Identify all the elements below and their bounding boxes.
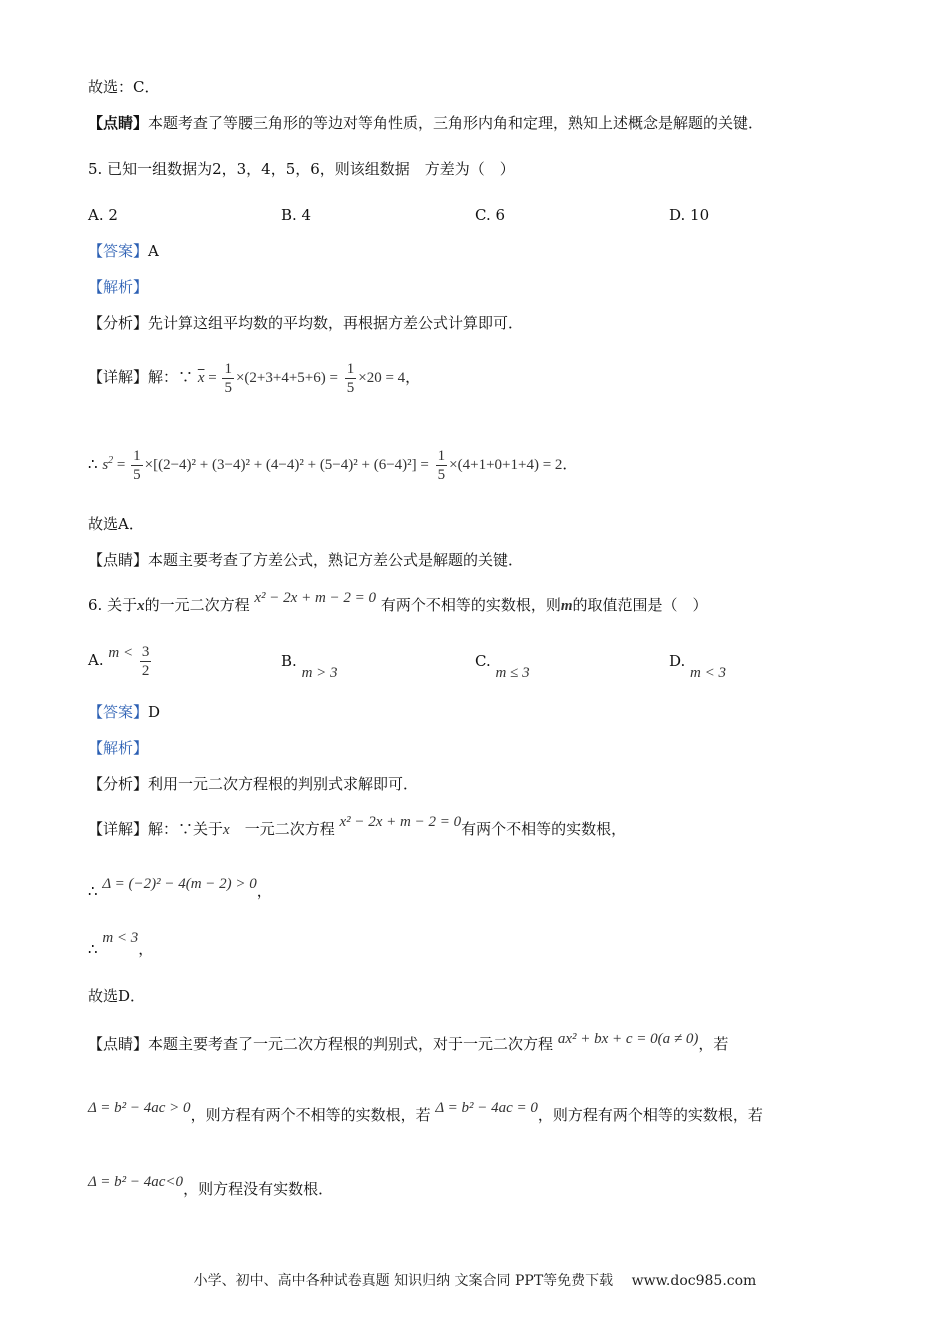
q5-option-c: C. 6 (475, 206, 506, 224)
option-label: C. (475, 652, 491, 670)
comma: ， (256, 882, 272, 900)
option-c-expr: m ≤ 3 (495, 665, 530, 681)
stem-part-c: 有两个不相等的实数根，则 (380, 596, 561, 614)
q5-remark (88, 549, 523, 571)
page-footer: 小学、初中、高中各种试卷真题 知识归纳 文案合同 PPT等免费下载 www.doc985.com (193, 1273, 757, 1289)
denominator: 2 (141, 662, 150, 679)
q6-remark-last (88, 1170, 334, 1198)
case-text-2: ，则方程有两个相等的实数根，若 (537, 1106, 763, 1124)
option-b-expr: m > 3 (301, 665, 338, 681)
fenxi-text: 利用一元二次方程根的判别式求解即可． (148, 775, 419, 793)
numerator: 3 (141, 643, 150, 660)
variance-end: ． (562, 455, 578, 473)
mean-end: ， (405, 368, 421, 386)
q6-answer (88, 701, 160, 723)
detail-tag: 【详解】 (88, 820, 149, 838)
remark-part-a: 本题主要考查了一元二次方程根的判别式，对于一元二次方程 (148, 1035, 554, 1053)
q5-option-d: D. 10 (669, 206, 710, 224)
remark-text: 本题主要考查了方差公式，熟记方差公式是解题的关键． (148, 551, 524, 569)
q6-remark-cases (88, 1096, 763, 1124)
delta-expression: Δ = (−2)² − 4(m − 2) > 0 (102, 876, 257, 892)
mean-expression-2: ×20 = 4 (358, 370, 406, 386)
fraction-one-fifth-3: $\frac{1}{5}$ (133, 447, 141, 483)
q5-option-a: A. 2 (88, 206, 118, 224)
q4-choose: 故选：C． (88, 78, 160, 96)
q6-detail (88, 814, 627, 841)
fenxi-text: 先计算这组平均数的平均数，再根据方差公式计算即可． (148, 314, 524, 332)
m-expression: m < 3 (102, 930, 139, 946)
option-label: B. (281, 652, 297, 670)
detail-tag: 【详解】 (88, 368, 149, 386)
fraction-one-fifth-4: $\frac{1}{5}$ (437, 447, 446, 483)
detail-part-a: 解：∵关于 (148, 820, 224, 838)
q6-option-a (88, 640, 153, 681)
q6-option-b (281, 652, 338, 681)
detail-part-c: 有两个不相等的实数根， (461, 820, 627, 838)
remark-tag: 【点睛】 (88, 551, 149, 569)
therefore-symbol: ∴ (88, 940, 98, 958)
q4-remark (88, 112, 763, 134)
q6-delta (88, 872, 272, 900)
q5-fenxi (88, 312, 523, 334)
q6-remark (88, 1027, 729, 1053)
delta-positive: Δ = b² − 4ac > 0 (88, 1100, 191, 1116)
q5-analysis-tag: 【解析】 (88, 278, 149, 296)
detail-part-b: 一元二次方程 (229, 820, 335, 838)
detail-lead: 解：∵ (148, 368, 194, 386)
q6-result (88, 926, 154, 958)
stem-part-b: 的一元二次方程 (144, 596, 250, 614)
answer-value: D (148, 703, 161, 721)
delta-zero: Δ = b² − 4ac = 0 (435, 1100, 538, 1116)
q6-fenxi (88, 773, 418, 795)
therefore-symbol: ∴ (88, 882, 98, 900)
answer-tag: 【答案】 (88, 703, 149, 721)
q5-detail-mean: 【详解】解：∵ $\overline{x}$ = $\frac{1}{5}$ ×(2+3+4+5+6) = $\frac{1}{5}$ ×20 = 4， (88, 360, 421, 396)
q5-choose: 故选A． (88, 515, 144, 533)
case-text-1: ，则方程有两个不相等的实数根，若 (190, 1106, 431, 1124)
remark-tag: 【点睛】 (88, 1035, 149, 1053)
remark-part-b: ，若 (698, 1035, 729, 1053)
stem-part-a: 6. 关于 (88, 596, 138, 614)
q6-stem (88, 590, 708, 617)
answer-value: A (148, 242, 159, 260)
fenxi-tag: 【分析】 (88, 775, 149, 793)
mean-expression: ×(2+3+4+5+6) = (235, 370, 338, 386)
variance-symbol: $s^2$ (102, 455, 114, 473)
answer-tag: 【答案】 (88, 242, 149, 260)
delta-negative: Δ = b² − 4ac<0 (88, 1174, 184, 1190)
variable-x: x (137, 598, 145, 614)
variance-expression: ×[(2−4)² + (3−4)² + (4−4)² + (5−4)² + (6−4)²] = (144, 457, 429, 473)
q6-option-c (475, 652, 530, 681)
therefore-symbol: ∴ (88, 455, 98, 473)
equation: x² − 2x + m − 2 = 0 (339, 814, 462, 830)
q5-stem: 5. 已知一组数据为2，3，4，5，6，则该组数据 方差为（ ） (88, 160, 515, 178)
comma: ， (138, 940, 154, 958)
case-text-3: ，则方程没有实数根． (183, 1180, 334, 1198)
option-label: D. (669, 652, 686, 670)
option-d-expr: m < 3 (690, 665, 727, 681)
general-equation: ax² + bx + c = 0(a ≠ 0) (557, 1031, 699, 1047)
variable-x: x (223, 822, 230, 838)
equation: x² − 2x + m − 2 = 0 (254, 590, 377, 606)
q6-option-d (669, 652, 727, 681)
remark-tag: 【点睛】 (88, 114, 149, 132)
fraction-one-fifth-2: $\frac{1}{5}$ (346, 360, 355, 396)
fraction-three-halves (140, 643, 152, 680)
mean-symbol: $\overline{x}$ (197, 370, 205, 386)
stem-part-d: 的取值范围是（ ） (572, 596, 708, 614)
fenxi-tag: 【分析】 (88, 314, 149, 332)
q6-choose: 故选D． (88, 987, 146, 1005)
variance-expression-2: ×(4+1+0+1+4) = 2 (449, 457, 563, 473)
option-label: A. (88, 651, 104, 669)
q5-answer (88, 240, 159, 262)
option-a-expr: m < (108, 645, 134, 661)
variable-m: m (560, 598, 573, 614)
remark-text: 本题考查了等腰三角形的等边对等角性质，三角形内角和定理，熟知上述概念是解题的关键． (148, 114, 764, 132)
q6-analysis-tag: 【解析】 (88, 739, 149, 757)
fraction-one-fifth: $\frac{1}{5}$ (224, 360, 232, 396)
q5-option-b: B. 4 (281, 206, 312, 224)
q5-variance: ∴ $s^2$ = $\frac{1}{5}$ ×[(2−4)² + (3−4)² + (4−4)² + (5−4)² + (6−4)²] = $\frac{1}{5}$ ×(4+1+0+1+4) = 2． (88, 447, 578, 483)
